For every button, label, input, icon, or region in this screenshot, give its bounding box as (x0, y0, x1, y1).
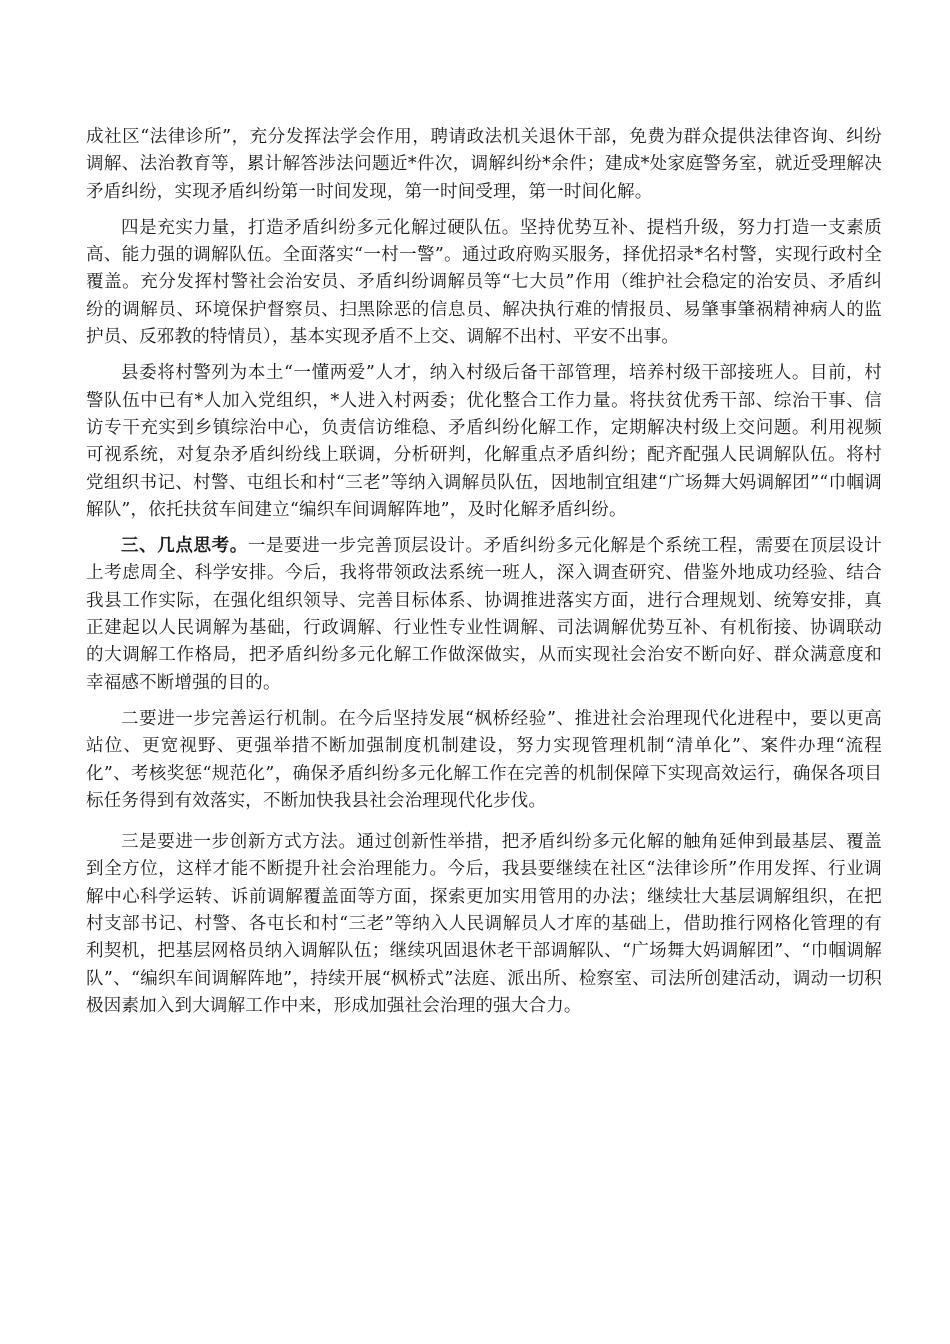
paragraph-4 (86, 533, 882, 697)
section-heading: 三、几点思考。 (121, 536, 248, 557)
paragraph-4-text: 一是要进一步完善顶层设计。矛盾纠纷多元化解是个系统工程，需要在顶层设计上考虑周全、科学安排。今后，我将带领政法系统一班人，深入调查研究、借鉴外地成功经验、结合我县工作实际，在强化组织领导、完善目标体系、协调推进落实方面，进行合理规划、统筹安排，真正建起以人民调解为基础，行政调解、行业性专业性调解、司法调解优势互补、有机衔接、协调联动的大调解工作格局，把矛盾纠纷多元化解工作做深做实，从而实现社会治安不断向好、群众满意度和幸福感不断增强的目的。 (86, 536, 882, 693)
paragraph-5: 二要进一步完善运行机制。在今后坚持发展“枫桥经验”、推进社会治理现代化进程中，要以更高站位、更宽视野、更强举措不断加强制度机制建设，努力实现管理机制“清单化”、案件办理“流程化”、考核奖惩“规范化”，确保矛盾纠纷多元化解工作在完善的机制保障下实现高效运行，确保各项目标任务得到有效落实，不断加快我县社会治理现代化步伐。 (86, 708, 882, 811)
document-body (86, 124, 882, 1029)
paragraph-1: 成社区“法律诊所”，充分发挥法学会作用，聘请政法机关退休干部，免费为群众提供法律咨询、纠纷调解、法治教育等，累计解答涉法问题近*件次，调解纠纷*余件；建成*处家庭警务室，就近受理解决矛盾纠纷，实现矛盾纠纷第一时间发现，第一时间受理，第一时间化解。 (86, 127, 882, 202)
paragraph-6: 三是要进一步创新方式方法。通过创新性举措，把矛盾纠纷多元化解的触角延伸到最基层、覆盖到全方位，这样才能不断提升社会治理能力。今后，我县要继续在社区“法律诊所”作用发挥、行业调解中心科学运转、诉前调解覆盖面等方面，探索更加实用管用的办法；继续壮大基层调解组织，在把村支部书记、村警、各屯长和村“三老”等纳入人民调解员人才库的基础上，借助推行网格化管理的有利契机，把基层网格员纳入调解队伍；继续巩固退休老干部调解队、“广场舞大妈调解团”、“巾帼调解队”、“编织车间调解阵地”，持续开展“枫桥式”法庭、派出所、检察室、司法所创建活动，调动一切积极因素加入到大调解工作中来，形成加强社会治理的强大合力。 (86, 832, 882, 1016)
paragraph-3: 县委将村警列为本土“一懂两爱”人才，纳入村级后备干部管理，培养村级干部接班人。目前，村警队伍中已有*人加入党组织，*人进入村两委；优化整合工作力量。将扶贫优秀干部、综治干事、信访专干充实到乡镇综治中心，负责信访维稳、矛盾纠纷化解工作，定期解决村级上交问题。利用视频可视系统，对复杂矛盾纠纷线上联调，分析研判，化解重点矛盾纠纷；配齐配强人民调解队伍。将村党组织书记、村警、屯组长和村“三老”等纳入调解员队伍，因地制宜组建“广场舞大妈调解团”“巾帼调解队”，依托扶贫车间建立“编织车间调解阵地”，及时化解矛盾纠纷。 (86, 363, 882, 520)
paragraph-2: 四是充实力量，打造矛盾纠纷多元化解过硬队伍。坚持优势互补、提档升级，努力打造一支素质高、能力强的调解队伍。全面落实“一村一警”。通过政府购买服务，择优招录*名村警，实现行政村全覆盖。充分发挥村警社会治安员、矛盾纠纷调解员等“七大员”作用（维护社会稳定的治安员、矛盾纠纷的调解员、环境保护督察员、扫黑除恶的信息员、解决执行难的情报员、易肇事肇祸精神病人的监护员、反邪教的特情员），基本实现矛盾不上交、调解不出村、平安不出事。 (86, 217, 882, 348)
